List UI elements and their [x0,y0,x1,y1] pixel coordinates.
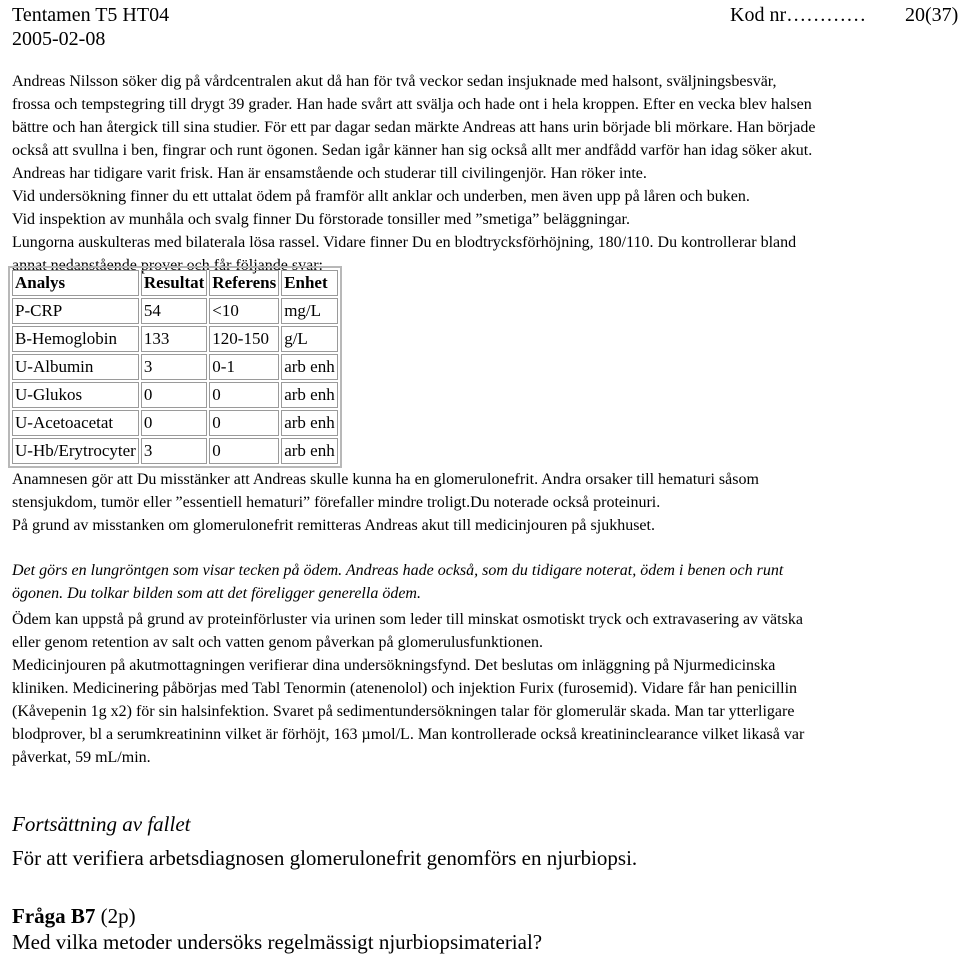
section-text: För att verifiera arbetsdiagnosen glomerulonefrit genomförs en njurbiopsi. [12,846,638,870]
case-line: frossa och tempstegring till drygt 39 grader. Han hade svårt att svälja och hade ont i hela kroppen. Efter en vecka blev halsen [12,96,812,113]
table-row [12,438,338,464]
column-header-analys: Analys [12,270,139,296]
table-row [12,326,338,352]
question-text: Med vilka metoder undersöks regelmässigt njurbiopsimaterial? [12,930,543,954]
case-line: Vid undersökning finner du ett uttalat ödem på framför allt anklar och underben, men även upp på låren och buken. [12,188,750,205]
cell-resultat: 3 [141,354,207,380]
cell-analys: B-Hemoglobin [12,326,139,352]
cell-analys: U-Albumin [12,354,139,380]
column-header-enhet: Enhet [281,270,338,296]
cell-analys: U-Hb/Erytrocyter [12,438,139,464]
case-line: Lungorna auskulteras med bilaterala lösa rassel. Vidare finner Du en blodtrycksförhöjning, 180/110. Du kontrollerar bland [12,234,797,251]
question-heading [12,902,136,930]
text-line: Det görs en lungröntgen som visar tecken på ödem. Andreas hade också, som du tidigare noterat, ödem i benen och runt [12,562,784,579]
table-row [12,382,338,408]
cell-resultat: 133 [141,326,207,352]
text-line: ögonen. Du tolkar bilden som att det föreligger generella ödem. [12,585,421,602]
cell-resultat: 3 [141,438,207,464]
case-line: Vid inspektion av munhåla och svalg finner Du förstorade tonsiller med ”smetiga” beläggningar. [12,211,630,228]
case-line: Andreas Nilsson söker dig på vårdcentralen akut då han för två veckor sedan insjuknade med halsont, sväljningsbesvär, [12,73,777,90]
case-line: Andreas har tidigare varit frisk. Han är ensamstående och studerar till civilingenjör. Han röker inte. [12,165,647,182]
text-line: (Kåvepenin 1g x2) för sin halsinfektion. Svaret på sedimentundersökningen talar för glomerulär skada. Man tar ytterligare [12,703,795,720]
cell-resultat: 0 [141,410,207,436]
cell-resultat: 0 [141,382,207,408]
text-line: Anamnesen gör att Du misstänker att Andreas skulle kunna ha en glomerulonefrit. Andra orsaker till hematuri såsom [12,471,759,488]
table-header-row [12,270,338,296]
cell-referens: 0 [209,410,279,436]
kod-nr: Kod nr………… [730,4,867,26]
table-row [12,298,338,324]
text-line: Ödem kan uppstå på grund av proteinförluster via urinen som leder till minskat osmotiskt tryck och extravasering av vätska [12,611,803,628]
cell-enhet: g/L [281,326,338,352]
cell-analys: P-CRP [12,298,139,324]
cell-referens: <10 [209,298,279,324]
cell-referens: 0-1 [209,354,279,380]
case-line: också att svullna i ben, fingrar och runt ögonen. Sedan igår känner han sig också allt mer andfådd varför han idag söker akut. [12,142,813,159]
text-line: På grund av misstanken om glomerulonefrit remitteras Andreas akut till medicinjouren på sjukhuset. [12,517,655,534]
continuation-paragraph [12,608,956,769]
cell-enhet: arb enh [281,410,338,436]
text-line: Medicinjouren på akutmottagningen verifierar dina undersökningsfynd. Det beslutas om inläggning på Njurmedicinska [12,657,776,674]
text-line: kliniken. Medicinering påbörjas med Tabl Tenormin (atenenolol) och injektion Furix (furosemid). Vidare får han penicillin [12,680,798,697]
column-header-resultat: Resultat [141,270,207,296]
text-line: stensjukdom, tumör eller ”essentiell hematuri” förefaller mindre troligt.Du noterade också proteinuri. [12,494,661,511]
question-label: Fråga B7 [12,904,96,928]
page-number: 20(37) [905,4,959,26]
question-points: (2p) [95,904,136,928]
section-heading: Fortsättning av fallet [12,812,191,836]
cell-referens: 0 [209,382,279,408]
case-line: bättre och han återgick till sina studier. För ett par dagar sedan märkte Andreas att hans urin började bli mörkare. Han började [12,119,816,136]
table-row [12,410,338,436]
cell-enhet: arb enh [281,354,338,380]
lab-results-table [8,266,342,468]
cell-referens: 0 [209,438,279,464]
cell-referens: 120-150 [209,326,279,352]
cell-enhet: mg/L [281,298,338,324]
cell-analys: U-Acetoacetat [12,410,139,436]
case-line: annat nedanstående prover och får följande svar: [12,257,323,274]
xray-note [12,559,956,605]
text-line: blodprover, bl a serumkreatininn vilket är förhöjt, 163 µmol/L. Man kontrollerade också kreatininclearance vilket likaså var [12,726,805,743]
exam-title: Tentamen T5 HT04 [12,4,170,26]
table-row [12,354,338,380]
cell-resultat: 54 [141,298,207,324]
anamnesis-paragraph [12,468,956,537]
text-line: eller genom retention av salt och vatten genom påverkan på glomerulusfunktionen. [12,634,543,651]
case-description [12,70,956,277]
cell-enhet: arb enh [281,382,338,408]
cell-enhet: arb enh [281,438,338,464]
text-line: påverkat, 59 mL/min. [12,749,151,766]
exam-date: 2005-02-08 [12,28,106,50]
cell-analys: U-Glukos [12,382,139,408]
column-header-referens: Referens [209,270,279,296]
